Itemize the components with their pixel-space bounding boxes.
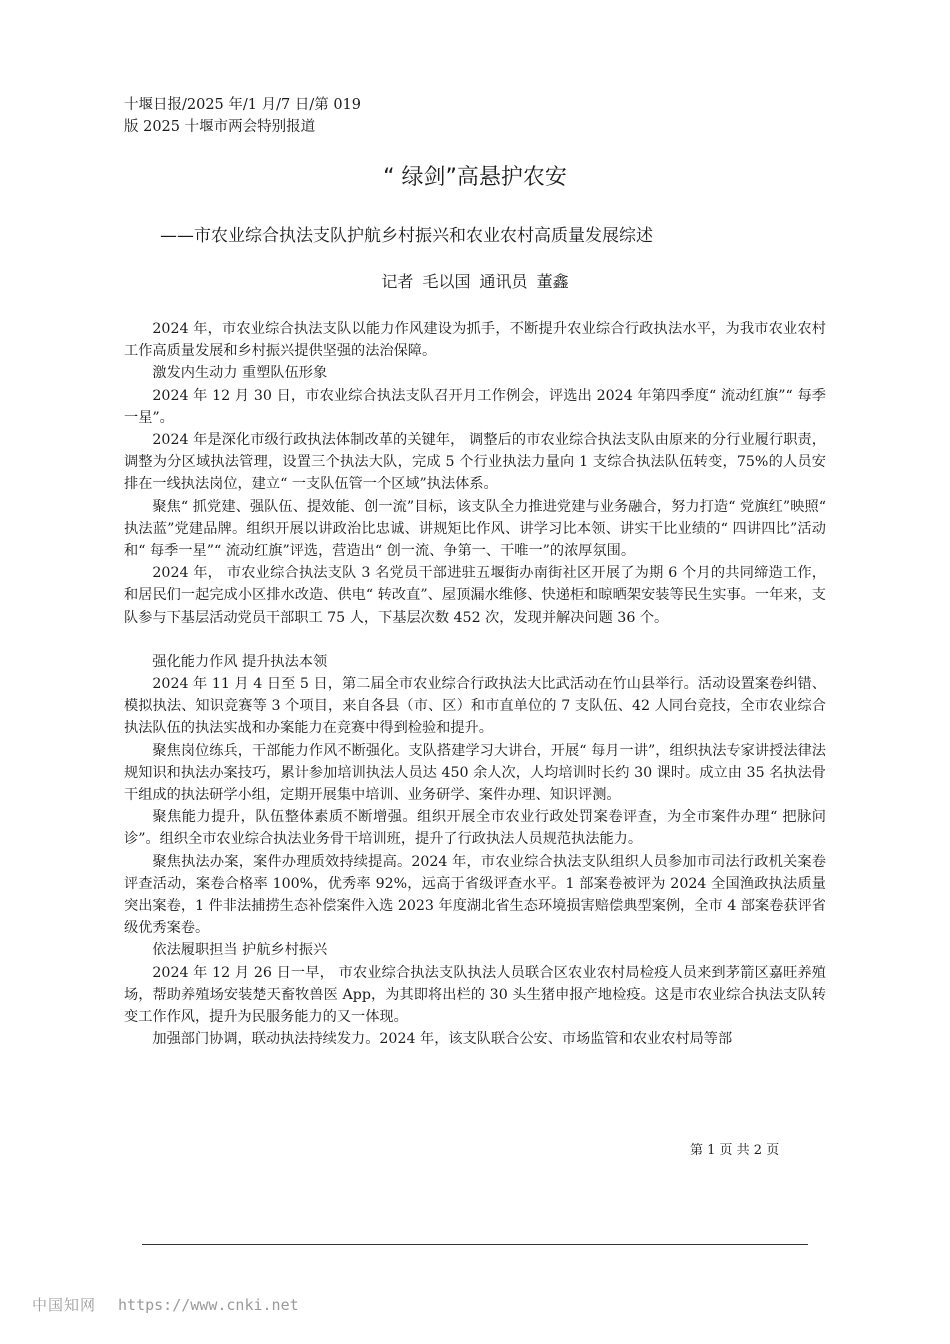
paragraph: 2024 年 12 月 30 日，市农业综合执法支队召开月工作例会，评选出 2024 年第四季度“ 流动红旗”“ 每季一星”。: [124, 387, 826, 426]
cnki-link[interactable]: https://www.cnki.net: [118, 1296, 299, 1314]
source-info: [124, 94, 384, 138]
paragraph: 2024 年是深化市级行政执法体制改革的关键年， 调整后的市农业综合执法支队由原来的分行业履行职责，调整为分区域执法管理，设置三个执法大队，完成 5 个行业执法力量向 1 支综合执法队伍转变，75%的人员安排在一线执法岗位，建立“ 一支队伍管一个区域”执法体系。: [124, 432, 826, 493]
section-heading: 依法履职担当 护航乡村振兴: [152, 942, 328, 959]
paragraph: 聚焦岗位练兵，干部能力作风不断强化。支队搭建学习大讲台，开展“ 每月一讲”，组织执法专家讲授法律法规知识和执法办案技巧，累计参加培训执法人员达 450 余人次，人均培训时长约 30 课时。成立由 35 名执法骨干组成的执法研学小组，定期开展集中培训、业务研学、案件办理、知识评测。: [124, 742, 826, 804]
paragraph: 聚焦执法办案，案件办理质效持续提高。2024 年，市农业综合执法支队组织人员参加市司法行政机关案卷评查活动，案卷合格率 100%，优秀率 92%，远高于省级评查水平。1 部案卷被评为 2024 全国渔政执法质量突出案卷，1 件非法捕捞生态补偿案件入选 2023 年度湖北省生态环境损害赔偿典型案例，全市 4 部案卷获评省级优秀案卷。: [124, 853, 826, 937]
paragraph: 2024 年， 市农业综合执法支队 3 名党员干部进驻五堰街办南街社区开展了为期 6 个月的共同缔造工作，和居民们一起完成小区排水改造、供电“ 转改直”、屋顶漏水维修、快递柜和晾晒架安装等民生实事。一年来，支队参与下基层活动党员干部职工 75 人，下基层次数 452 次，发现并解决问题 36 个。: [124, 565, 826, 626]
footer: [32, 1294, 432, 1316]
paragraph: 2024 年 11 月 4 日至 5 日，第二届全市农业综合行政执法大比武活动在竹山县举行。活动设置案卷纠错、模拟执法、知识竞赛等 3 个项目，来自各县（市、区）和市直单位的 7 支队伍、42 人同台竞技，全市农业综合执法队伍的执法实战和办案能力在竞赛中得到检验和提升。: [124, 676, 826, 737]
paragraph: 加强部门协调，联动执法持续发力。2024 年，该支队联合公安、市场监管和农业农村局等部: [152, 1031, 733, 1048]
paragraph: 2024 年 12 月 26 日一早， 市农业综合执法支队执法人员联合区农业农村局检疫人员来到茅箭区嘉旺养殖场，帮助养殖场安装楚天畜牧兽医 App，为其即将出栏的 30 头生猪申报产地检疫。这是市农业综合执法支队转变工作作风，提升为民服务能力的又一体现。: [124, 964, 826, 1026]
paragraph: 2024 年，市农业综合执法支队以能力作风建设为抓手，不断提升农业综合行政执法水平，为我市农业农村工作高质量发展和乡村振兴提供坚强的法治保障。: [124, 321, 826, 360]
article-subtitle: ——市农业综合执法支队护航乡村振兴和农业农村高质量发展综述: [160, 226, 653, 246]
article-body: [124, 318, 826, 1051]
section-heading: 强化能力作风 提升执法本领: [152, 653, 328, 670]
paragraph: 聚焦“ 抓党建、强队伍、提效能、创一流”目标，该支队全力推进党建与业务融合，努力打造“ 党旗红”映照“ 执法蓝”党建品牌。组织开展以讲政治比忠诚、讲规矩比作风、讲学习比本领、讲实干比业绩的“ 四讲四比”活动和“ 每季一星”“ 流动红旗”评选，营造出“ 创一流、争第一、干唯一”的浓厚氛围。: [124, 498, 826, 560]
source-line-2: 版 2025 十堰市两会特别报道: [124, 119, 316, 135]
source-line-1: 十堰日报/2025 年/1 月/7 日/第 019: [124, 97, 362, 113]
article-byline: 记者 毛以国 通讯员 董鑫: [381, 272, 569, 291]
cnki-logo: 中国知网: [32, 1296, 97, 1314]
paragraph: 聚焦能力提升，队伍整体素质不断增强。组织开展全市农业行政处罚案卷评查，为全市案件办理“ 把脉问诊”。组织全市农业综合执法业务骨干培训班，提升了行政执法人员规范执法能力。: [124, 809, 826, 848]
article-title: “ 绿剑”高悬护农安: [383, 165, 567, 190]
section-heading: 激发内生动力 重塑队伍形象: [152, 365, 328, 382]
footer-divider: [142, 1244, 808, 1245]
page-number: 第 1 页 共 2 页: [690, 1143, 780, 1158]
